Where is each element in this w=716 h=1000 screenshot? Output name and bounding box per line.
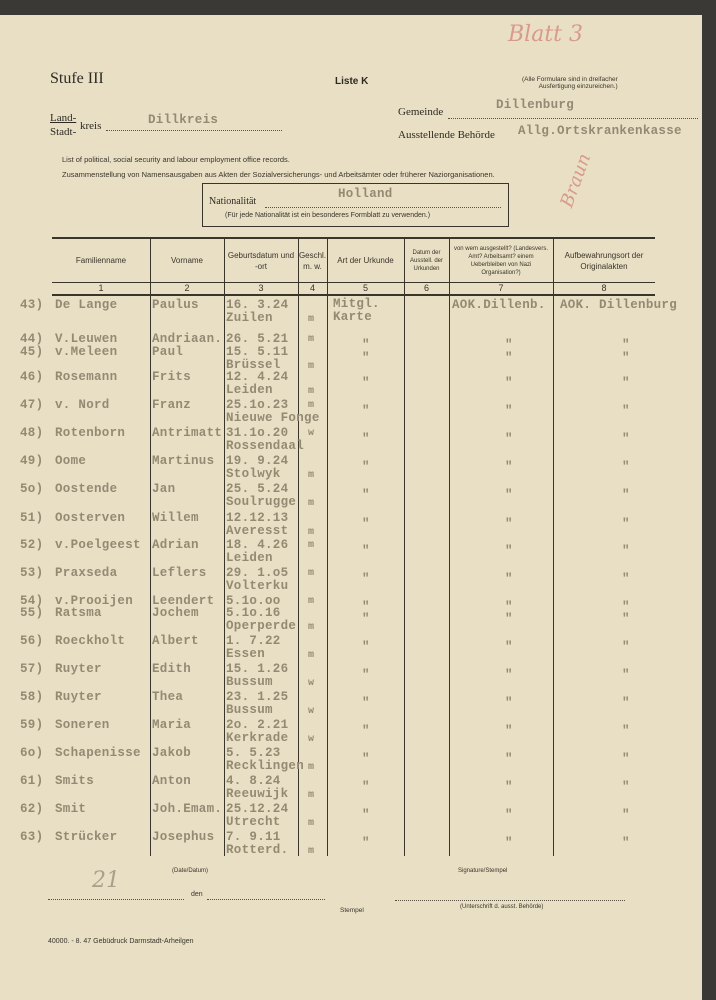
cell-date: 16. 3.24: [226, 298, 289, 312]
cell-archive: ": [622, 351, 630, 365]
cell-issuer: ": [505, 640, 513, 654]
cell-issuer: ": [505, 572, 513, 586]
nationality-note: (Für jede Nationalität ist ein besonderes Formblatt zu verwenden.): [225, 212, 431, 219]
column-divider: [327, 237, 328, 856]
cell-doc: ": [362, 572, 370, 586]
column-header: Familienname: [75, 256, 127, 265]
cell-sex: m: [308, 361, 315, 372]
printer-imprint: 40000. - 8. 47 Gebüdruck Darmstadt-Arheilgen: [48, 938, 194, 945]
subtitle-english: List of political, social security and labour employment office records.: [62, 155, 290, 164]
cell-sex: w: [308, 706, 315, 717]
cell-issuer: ": [505, 612, 513, 626]
cell-doc: ": [362, 668, 370, 682]
cell-first: Antrimatt: [152, 426, 223, 440]
gemeinde-label: Gemeinde: [398, 106, 444, 118]
cell-place: Rossendaal: [226, 439, 305, 453]
cell-archive: ": [622, 432, 630, 446]
cell-issuer: ": [505, 544, 513, 558]
cell-place: Recklingen: [226, 759, 305, 773]
cell-place: Leiden: [226, 551, 273, 565]
cell-no: 61): [20, 774, 44, 788]
cell-no: 59): [20, 718, 44, 732]
cell-date: 18. 4.26: [226, 538, 289, 552]
cell-place: Averesst: [226, 524, 289, 538]
column-number: 5: [362, 283, 368, 293]
cell-issuer: ": [505, 836, 513, 850]
cell-date: 12. 4.24: [226, 370, 289, 384]
cell-archive: ": [622, 640, 630, 654]
cell-sex: m: [308, 527, 315, 538]
cell-surname: De Lange: [55, 298, 118, 312]
cell-surname: v.Prooijen: [55, 594, 134, 608]
cell-surname: v.Poelgeest: [55, 538, 141, 552]
cell-place: Operperde: [226, 619, 297, 633]
cell-archive: ": [622, 780, 630, 794]
handwritten-side-annotation: Braun: [556, 150, 596, 211]
cell-no: 5o): [20, 482, 44, 496]
cell-sex: m: [308, 568, 315, 579]
cell-issuer: ": [505, 724, 513, 738]
cell-place: Nieuwe Fonge: [226, 411, 320, 425]
cell-archive: ": [622, 460, 630, 474]
cell-sex: m: [308, 790, 315, 801]
cell-first: Joh.Emam.: [152, 802, 223, 816]
cell-no: 51): [20, 511, 44, 525]
cell-doc: ": [362, 544, 370, 558]
cell-archive: ": [622, 696, 630, 710]
column-number: 8: [601, 283, 607, 293]
nationality-value: Holland: [338, 187, 393, 201]
cell-date: 12.12.13: [226, 511, 289, 525]
cell-archive: ": [622, 752, 630, 766]
column-divider: [404, 237, 405, 856]
cell-surname: v. Nord: [55, 398, 110, 412]
cell-date: 15. 5.11: [226, 345, 289, 359]
cell-place: Bussum: [226, 675, 273, 689]
cell-issuer: AOK.Dillenb.: [452, 298, 546, 312]
cell-date: 25. 5.24: [226, 482, 289, 496]
cell-archive: ": [622, 517, 630, 531]
cell-sex: w: [308, 734, 315, 745]
cell-no: 54): [20, 594, 44, 608]
cell-first: Albert: [152, 634, 199, 648]
column-divider: [449, 237, 450, 856]
cell-doc: ": [362, 640, 370, 654]
cell-date: 19. 9.24: [226, 454, 289, 468]
cell-archive: ": [622, 808, 630, 822]
cell-surname: V.Leuwen: [55, 332, 118, 346]
cell-surname: Oostende: [55, 482, 118, 496]
column-number: 1: [98, 283, 104, 293]
cell-doc: ": [362, 432, 370, 446]
cell-doc: ": [362, 752, 370, 766]
stadt-label: Stadt-: [50, 126, 77, 138]
cell-archive: AOK. Dillenburg: [560, 298, 678, 312]
cell-archive: ": [622, 572, 630, 586]
cell-first: Jakob: [152, 746, 192, 760]
cell-place: Zuilen: [226, 311, 273, 325]
date-label: (Date/Datum): [172, 868, 209, 874]
cell-first: Jochem: [152, 606, 199, 620]
liste-title: Liste K: [335, 76, 369, 87]
cell-place: Reeuwijk: [226, 787, 289, 801]
cell-issuer: ": [505, 600, 513, 614]
cell-surname: Ruyter: [55, 662, 102, 676]
cell-sex: m: [308, 540, 315, 551]
cell-issuer: ": [505, 460, 513, 474]
cell-first: Jan: [152, 482, 176, 496]
cell-date: 25.12.24: [226, 802, 289, 816]
cell-issuer: ": [505, 517, 513, 531]
cell-doc: ": [362, 376, 370, 390]
cell-first: Martinus: [152, 454, 215, 468]
cell-no: 62): [20, 802, 44, 816]
cell-first: Anton: [152, 774, 192, 788]
stempel-label: Stempel: [340, 907, 364, 914]
cell-surname: Smit: [55, 802, 87, 816]
cell-first: Frits: [152, 370, 192, 384]
cell-no: 44): [20, 332, 44, 346]
cell-place: Volterku: [226, 579, 289, 593]
handwritten-blatt-annotation: Blatt 3: [508, 22, 583, 47]
cell-no: 58): [20, 690, 44, 704]
cell-doc: ": [362, 808, 370, 822]
cell-issuer: ": [505, 376, 513, 390]
cell-sex: m: [308, 400, 315, 411]
cell-date: 5.1o.oo: [226, 594, 281, 608]
cell-date: 4. 8.24: [226, 774, 281, 788]
column-header: Geburtsdatum und -ort: [227, 250, 295, 271]
cell-doc: ": [362, 351, 370, 365]
cell-place: Stolwyk: [226, 467, 281, 481]
cell-sex: m: [308, 498, 315, 509]
column-header: Geschl. m. w.: [298, 250, 327, 271]
cell-no: 53): [20, 566, 44, 580]
cell-first: Thea: [152, 690, 184, 704]
column-divider: [553, 237, 554, 856]
column-header: Vorname: [170, 256, 204, 265]
cell-date: 31.1o.20: [226, 426, 289, 440]
cell-place: Brüssel: [226, 358, 281, 372]
cell-no: 45): [20, 345, 44, 359]
cell-surname: Smits: [55, 774, 95, 788]
cell-sex: w: [308, 428, 315, 439]
cell-doc: ": [362, 696, 370, 710]
cell-issuer: ": [505, 668, 513, 682]
cell-surname: Rotenborn: [55, 426, 126, 440]
cell-date: 1. 7.22: [226, 634, 281, 648]
cell-sex: m: [308, 596, 315, 607]
cell-surname: Ratsma: [55, 606, 102, 620]
cell-archive: ": [622, 488, 630, 502]
cell-surname: Ruyter: [55, 690, 102, 704]
column-header: Art der Urkunde: [337, 256, 394, 265]
cell-issuer: ": [505, 432, 513, 446]
cell-surname: Rosemann: [55, 370, 118, 384]
cell-sex: m: [308, 386, 315, 397]
cell-archive: ": [622, 668, 630, 682]
cell-doc: ": [362, 836, 370, 850]
cell-surname: Oosterven: [55, 511, 126, 525]
cell-date: 29. 1.o5: [226, 566, 289, 580]
cell-sex: m: [308, 762, 315, 773]
stufe-title: Stufe III: [50, 70, 104, 87]
cell-issuer: ": [505, 696, 513, 710]
cell-issuer: ": [505, 351, 513, 365]
cell-no: 47): [20, 398, 44, 412]
cell-date: 26. 5.21: [226, 332, 289, 346]
cell-archive: ": [622, 338, 630, 352]
table-top-rule: [52, 237, 655, 239]
cell-archive: ": [622, 612, 630, 626]
cell-doc: ": [362, 338, 370, 352]
cell-surname: Roeckholt: [55, 634, 126, 648]
cell-place: Soulrugge: [226, 495, 297, 509]
cell-doc: ": [362, 780, 370, 794]
cell-first: Andriaan.: [152, 332, 223, 346]
cell-no: 56): [20, 634, 44, 648]
unterschrift-label: (Unterschrift d. ausst. Behörde): [460, 904, 544, 910]
form-note-line: (Alle Formulare sind in dreifacher: [522, 76, 618, 83]
cell-surname: Soneren: [55, 718, 110, 732]
cell-issuer: ": [505, 488, 513, 502]
column-number: 3: [258, 283, 264, 293]
cell-first: Adrian: [152, 538, 199, 552]
cell-first: Maria: [152, 718, 192, 732]
cell-archive: ": [622, 544, 630, 558]
cell-sex: m: [308, 622, 315, 633]
cell-doc: ": [362, 600, 370, 614]
cell-issuer: ": [505, 404, 513, 418]
cell-place: Leiden: [226, 383, 273, 397]
cell-issuer: ": [505, 808, 513, 822]
subtitle-german: Zusammenstellung von Namensausgaben aus Akten der Sozialversicherungs- und Arbeitsämter oder früherer Naziorganisationen.: [62, 170, 495, 179]
cell-archive: ": [622, 376, 630, 390]
header-bottom-rule: [52, 294, 655, 296]
nationality-box: [202, 183, 509, 227]
cell-no: 43): [20, 298, 44, 312]
cell-sex: m: [308, 314, 315, 325]
cell-sex: m: [308, 846, 315, 857]
cell-date: 5.1o.16: [226, 606, 281, 620]
column-header: Datum der Ausstell. der Urkunden: [409, 249, 443, 272]
cell-place: Essen: [226, 647, 266, 661]
cell-sex: m: [308, 470, 315, 481]
cell-surname: Strücker: [55, 830, 118, 844]
cell-surname: Oome: [55, 454, 87, 468]
cell-date: 5. 5.23: [226, 746, 281, 760]
cell-doc: ": [362, 404, 370, 418]
cell-archive: ": [622, 600, 630, 614]
cell-place: Rotterd.: [226, 843, 289, 857]
cell-surname: Praxseda: [55, 566, 118, 580]
cell-surname: v.Meleen: [55, 345, 118, 359]
cell-no: 57): [20, 662, 44, 676]
cell-issuer: ": [505, 780, 513, 794]
cell-surname: Schapenisse: [55, 746, 141, 760]
kreis-label: kreis: [80, 120, 102, 132]
gemeinde-value: Dillenburg: [496, 98, 575, 112]
signature-label: Signature/Stempel: [458, 868, 508, 874]
cell-no: 46): [20, 370, 44, 384]
handwritten-number: 21: [92, 868, 120, 893]
cell-doc: ": [362, 517, 370, 531]
column-header: von wem ausgestellt? (Landesvers. Amt? Arbeitsamt? einem Ueberbleiben von Nazi Organisation?): [453, 245, 549, 276]
cell-archive: ": [622, 404, 630, 418]
cell-doc: Mitgl. Karte: [333, 297, 380, 324]
behoerde-label: Ausstellende Behörde: [398, 129, 495, 141]
cell-issuer: ": [505, 338, 513, 352]
cell-place: Kerkrade: [226, 731, 289, 745]
cell-no: 52): [20, 538, 44, 552]
column-number: 7: [498, 283, 504, 293]
column-number: 6: [423, 283, 429, 293]
cell-date: 23. 1.25: [226, 690, 289, 704]
kreis-value: Dillkreis: [148, 113, 219, 127]
cell-date: 7. 9.11: [226, 830, 281, 844]
cell-doc: ": [362, 460, 370, 474]
cell-doc: ": [362, 488, 370, 502]
cell-first: Franz: [152, 398, 192, 412]
column-number: 4: [309, 283, 315, 293]
cell-first: Edith: [152, 662, 192, 676]
cell-doc: ": [362, 724, 370, 738]
column-number: 2: [184, 283, 190, 293]
cell-place: Bussum: [226, 703, 273, 717]
cell-first: Josephus: [152, 830, 215, 844]
cell-date: 25.1o.23: [226, 398, 289, 412]
form-note: [522, 76, 618, 90]
cell-first: Leflers: [152, 566, 207, 580]
cell-no: 49): [20, 454, 44, 468]
nationality-label: Nationalität: [209, 196, 257, 207]
cell-archive: ": [622, 724, 630, 738]
cell-date: 2o. 2.21: [226, 718, 289, 732]
cell-no: 48): [20, 426, 44, 440]
behoerde-value: Allg.Ortskrankenkasse: [518, 124, 682, 138]
den-label: den: [191, 891, 203, 898]
cell-first: Paulus: [152, 298, 199, 312]
cell-no: 63): [20, 830, 44, 844]
cell-issuer: ": [505, 752, 513, 766]
cell-sex: m: [308, 650, 315, 661]
land-label: Land-: [50, 112, 77, 124]
cell-no: 6o): [20, 746, 44, 760]
cell-doc: ": [362, 612, 370, 626]
cell-sex: m: [308, 334, 315, 345]
cell-first: Leendert: [152, 594, 215, 608]
cell-first: Willem: [152, 511, 199, 525]
cell-first: Paul: [152, 345, 184, 359]
cell-sex: m: [308, 818, 315, 829]
cell-no: 55): [20, 606, 44, 620]
column-header: Aufbewahrungsort der Originalakten: [564, 250, 644, 271]
cell-archive: ": [622, 836, 630, 850]
cell-sex: w: [308, 678, 315, 689]
cell-date: 15. 1.26: [226, 662, 289, 676]
form-note-line: Ausfertigung einzureichen.): [538, 83, 618, 90]
cell-place: Utrecht: [226, 815, 281, 829]
